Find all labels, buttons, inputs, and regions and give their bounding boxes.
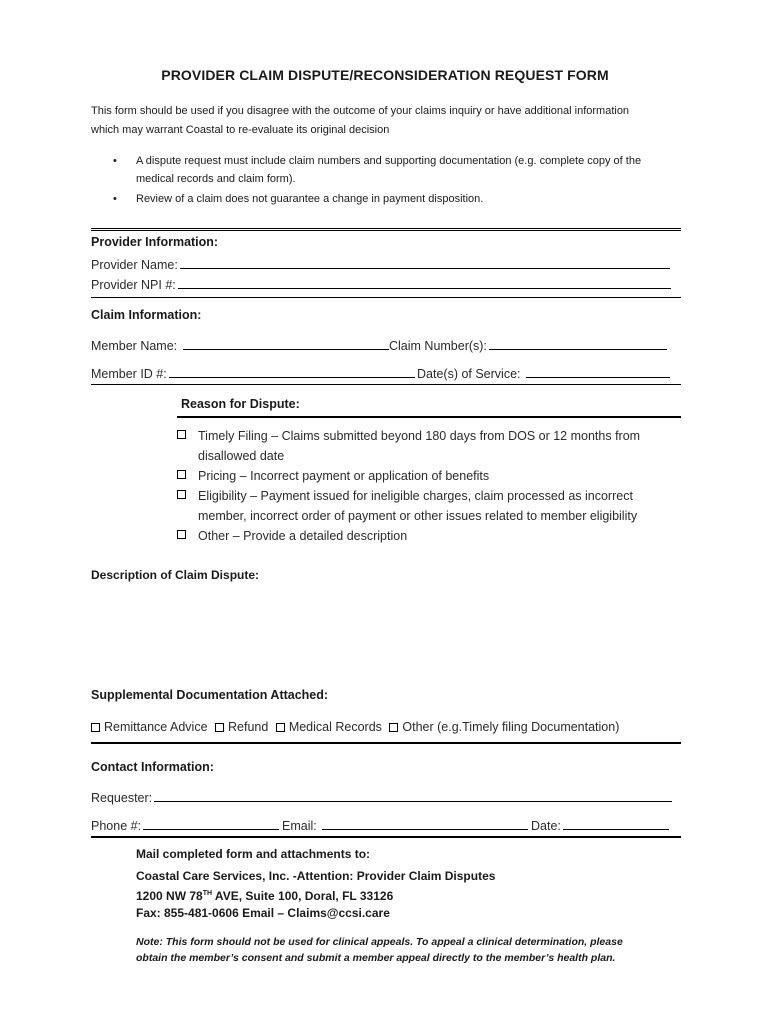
dates-of-service-label: Date(s) of Service: — [417, 367, 521, 381]
phone-label: Phone #: — [91, 819, 142, 833]
supplemental-option-medical-records[interactable] — [276, 720, 382, 734]
form-title: PROVIDER CLAIM DISPUTE/RECONSIDERATION REQUEST FORM — [161, 67, 609, 83]
claim-numbers-input[interactable] — [489, 337, 667, 350]
note-line: obtain the member’s consent and submit a member appeal directly to the member’s health plan. — [136, 952, 616, 964]
checkbox-icon[interactable] — [91, 723, 100, 732]
member-name-field[interactable] — [91, 337, 389, 353]
reason-options — [177, 426, 677, 546]
mail-recipient: Coastal Care Services, Inc. -Attention: Provider Claim Disputes — [136, 869, 496, 883]
requester-label: Requester: — [91, 791, 153, 805]
reason-divider — [177, 416, 681, 418]
provider-npi-label: Provider NPI #: — [91, 278, 176, 292]
member-name-label: Member Name: — [91, 339, 178, 353]
member-id-label: Member ID #: — [91, 367, 167, 381]
member-id-input[interactable] — [169, 365, 415, 378]
intro-line: which may warrant Coastal to re-evaluate its original decision — [91, 124, 390, 136]
supplemental-option-label: Refund — [228, 720, 269, 734]
reason-option-other[interactable] — [177, 526, 677, 546]
instruction-text: A dispute request must include claim numbers and supporting documentation (e.g. complete copy of the — [136, 155, 642, 167]
reason-option-timely-filing[interactable] — [177, 426, 677, 466]
provider-name-field[interactable] — [91, 256, 670, 272]
phone-field[interactable] — [91, 817, 279, 833]
supplemental-option-label: Other (e.g.Timely filing Documentation) — [402, 720, 620, 734]
instruction-item — [113, 190, 683, 208]
bullet-icon: • — [113, 193, 117, 205]
checkbox-icon[interactable] — [177, 490, 186, 499]
checkbox-icon[interactable] — [215, 723, 224, 732]
provider-name-input[interactable] — [180, 256, 670, 269]
provider-npi-field[interactable] — [91, 276, 671, 292]
email-input[interactable] — [322, 817, 528, 830]
claim-numbers-field[interactable] — [389, 337, 667, 353]
phone-input[interactable] — [143, 817, 279, 830]
date-label: Date: — [531, 819, 561, 833]
section-divider — [91, 742, 681, 744]
provider-npi-input[interactable] — [178, 276, 671, 289]
checkbox-icon[interactable] — [389, 723, 398, 732]
intro-text — [91, 102, 691, 140]
supplemental-option-label: Medical Records — [288, 720, 382, 734]
description-area[interactable] — [91, 588, 681, 683]
supplemental-option-other[interactable] — [389, 720, 619, 734]
reason-option-text: Pricing – Incorrect payment or application of benefits — [198, 469, 490, 483]
intro-line: This form should be used if you disagree with the outcome of your claims inquiry or have additional information — [91, 105, 630, 117]
checkbox-icon[interactable] — [177, 430, 186, 439]
provider-info-heading: Provider Information: — [91, 235, 219, 249]
section-divider — [91, 230, 681, 231]
reason-option-text: disallowed date — [198, 449, 285, 463]
supplemental-option-refund[interactable] — [215, 720, 268, 734]
email-label: Email: — [282, 819, 317, 833]
mail-contact: Fax: 855-481-0606 Email – Claims@ccsi.care — [136, 906, 390, 920]
reason-option-text: Eligibility – Payment issued for ineligible charges, claim processed as incorrect — [198, 489, 633, 503]
reason-option-text: Timely Filing – Claims submitted beyond 180 days from DOS or 12 months from — [198, 429, 641, 443]
member-id-field[interactable] — [91, 365, 415, 381]
instruction-list — [113, 152, 683, 210]
instruction-text: Review of a claim does not guarantee a change in payment disposition. — [136, 193, 484, 205]
email-field[interactable] — [282, 817, 528, 833]
dates-of-service-field[interactable] — [417, 365, 670, 381]
requester-input[interactable] — [154, 789, 672, 802]
clinical-appeals-note — [136, 934, 696, 966]
checkbox-icon[interactable] — [177, 470, 186, 479]
mail-heading: Mail completed form and attachments to: — [136, 847, 371, 861]
reason-heading: Reason for Dispute: — [181, 397, 300, 411]
instruction-text: medical records and claim form). — [136, 173, 296, 185]
bullet-icon: • — [113, 155, 117, 167]
claim-numbers-label: Claim Number(s): — [389, 339, 487, 353]
section-divider — [91, 228, 681, 229]
reason-option-eligibility[interactable] — [177, 486, 677, 526]
contact-info-heading: Contact Information: — [91, 760, 214, 774]
supplemental-option-remittance[interactable] — [91, 720, 208, 734]
checkbox-icon[interactable] — [177, 530, 186, 539]
reason-option-pricing[interactable] — [177, 466, 677, 486]
mail-address: 1200 NW 78TH AVE, Suite 100, Doral, FL 33126 — [136, 889, 394, 903]
note-line: Note: This form should not be used for clinical appeals. To appeal a clinical determination, please — [136, 936, 623, 948]
reason-option-text: member, incorrect order of payment or other issues related to member eligibility — [198, 509, 638, 523]
supplemental-options — [91, 720, 623, 734]
mailing-instructions — [136, 846, 696, 922]
date-input[interactable] — [563, 817, 669, 830]
date-field[interactable] — [531, 817, 669, 833]
member-name-input[interactable] — [183, 337, 389, 350]
requester-field[interactable] — [91, 789, 672, 805]
provider-name-label: Provider Name: — [91, 258, 178, 272]
supplemental-option-label: Remittance Advice — [104, 720, 208, 734]
reason-option-text: Other – Provide a detailed description — [198, 529, 408, 543]
checkbox-icon[interactable] — [276, 723, 285, 732]
claim-info-heading: Claim Information: — [91, 308, 202, 322]
supplemental-heading: Supplemental Documentation Attached: — [91, 688, 329, 702]
description-heading: Description of Claim Dispute: — [91, 568, 260, 582]
instruction-item — [113, 152, 683, 188]
section-divider — [91, 384, 681, 385]
section-divider — [91, 297, 681, 298]
section-divider — [91, 836, 681, 838]
dates-of-service-input[interactable] — [526, 365, 670, 378]
